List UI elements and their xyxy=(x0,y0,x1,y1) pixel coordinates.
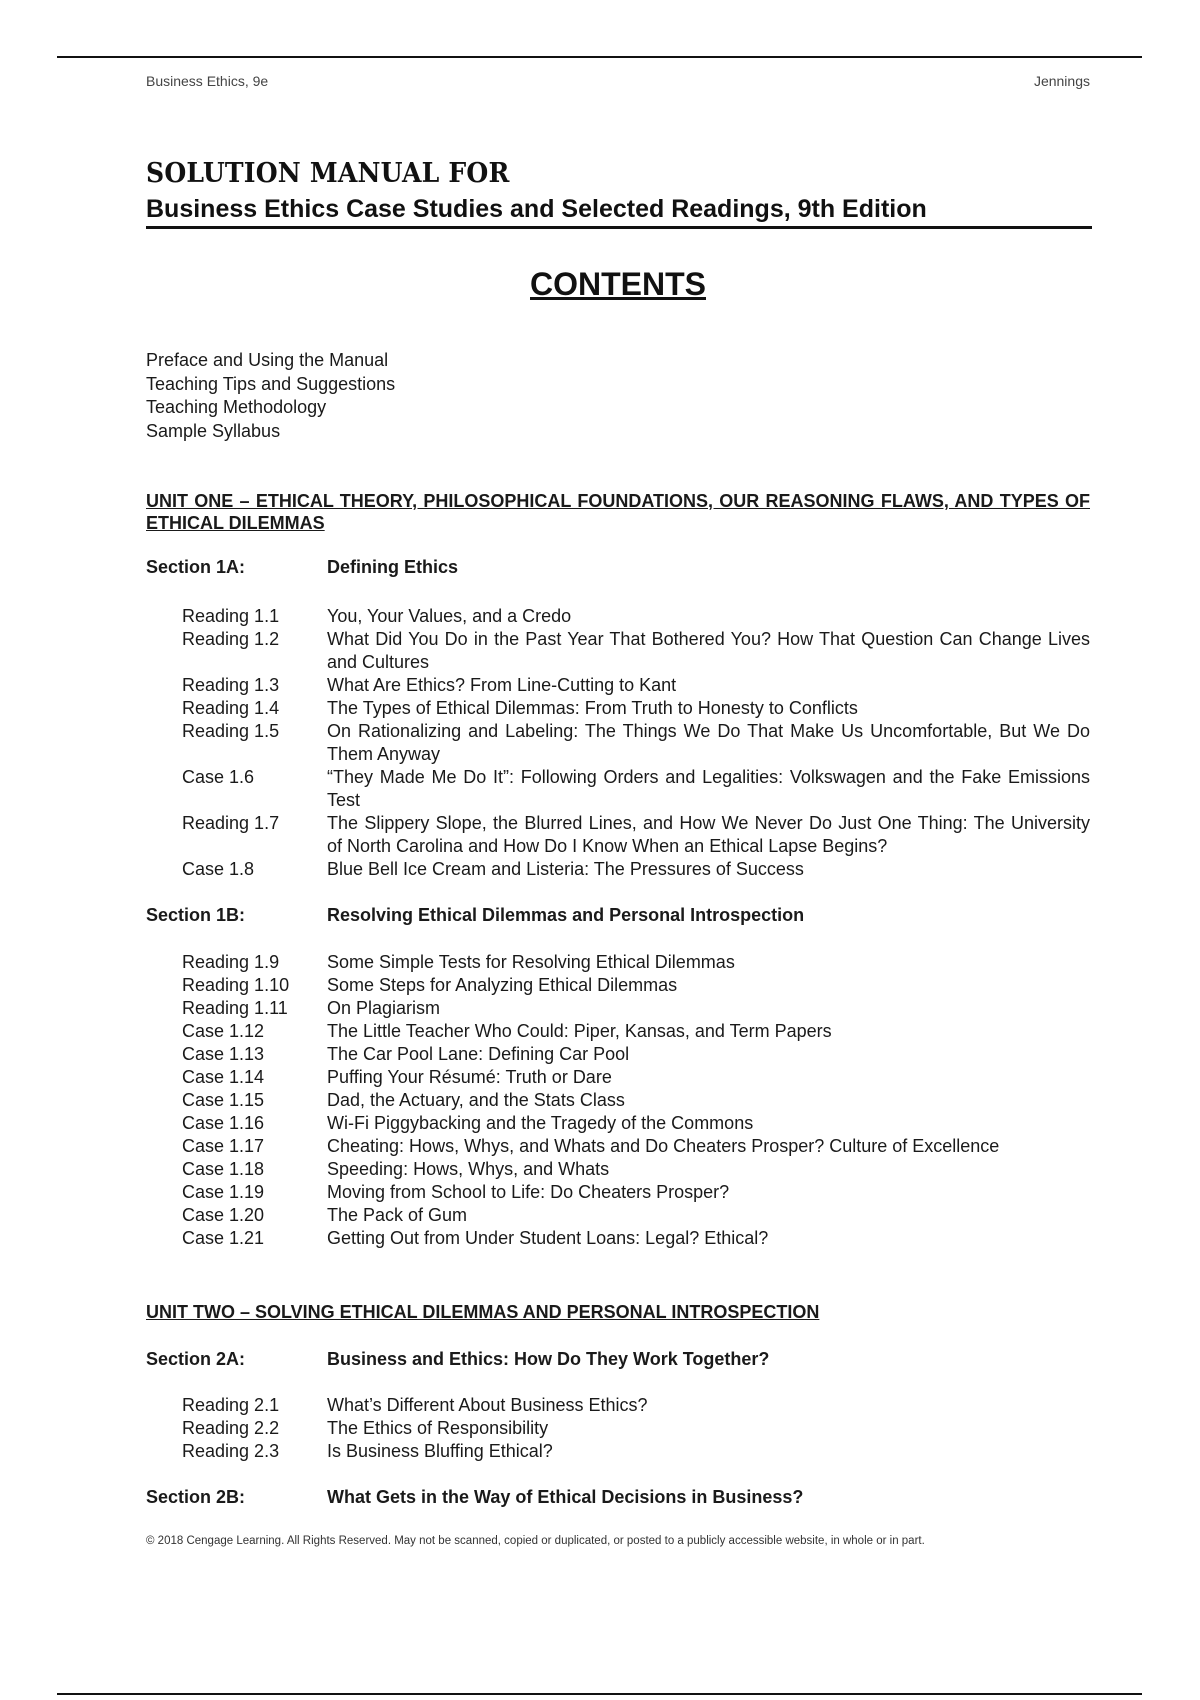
entry-title: On Rationalizing and Labeling: The Things We Do That Make Us Uncomfortable, But We Do Them Anyway xyxy=(327,721,1090,764)
toc-entry xyxy=(146,974,1090,997)
top-rule xyxy=(57,56,1142,58)
section-title: Business and Ethics: How Do They Work Together? xyxy=(327,1349,770,1369)
entry-label: Case 1.18 xyxy=(182,1159,265,1179)
entry-title: The Slippery Slope, the Blurred Lines, and How We Never Do Just One Thing: The University of North Carolina and How Do I Know When an Ethical Lapse Begins? xyxy=(327,813,1090,856)
contents-heading: CONTENTS xyxy=(530,266,706,302)
toc-entry xyxy=(146,1204,1090,1227)
toc-entry xyxy=(146,1394,1090,1417)
bottom-rule xyxy=(57,1693,1142,1695)
entry-label: Reading 1.4 xyxy=(182,698,280,718)
entry-title: Moving from School to Life: Do Cheaters Prosper? xyxy=(327,1182,730,1202)
toc-entry xyxy=(146,605,1090,628)
entry-label: Reading 1.9 xyxy=(182,952,280,972)
entry-title: Is Business Bluffing Ethical? xyxy=(327,1441,553,1461)
entry-label: Reading 2.3 xyxy=(182,1441,280,1461)
front-matter-item: Preface and Using the Manual xyxy=(146,350,389,370)
entry-title: Speeding: Hows, Whys, and Whats xyxy=(327,1159,610,1179)
entry-title: Dad, the Actuary, and the Stats Class xyxy=(327,1090,625,1110)
entry-title: Wi-Fi Piggybacking and the Tragedy of the Commons xyxy=(327,1113,754,1133)
section-1a-list xyxy=(146,605,1090,881)
entry-title: The Pack of Gum xyxy=(327,1205,468,1225)
toc-entry xyxy=(146,1089,1090,1112)
manual-title: SOLUTION MANUAL FOR xyxy=(146,158,510,189)
entry-title: Puffing Your Résumé: Truth or Dare xyxy=(327,1067,612,1087)
entry-label: Case 1.15 xyxy=(182,1090,265,1110)
entry-title: Blue Bell Ice Cream and Listeria: The Pressures of Success xyxy=(327,859,804,879)
toc-entry xyxy=(146,1112,1090,1135)
entry-title: What’s Different About Business Ethics? xyxy=(327,1395,648,1415)
header-author: Jennings xyxy=(1033,73,1090,89)
section-title: Resolving Ethical Dilemmas and Personal Introspection xyxy=(327,905,805,925)
section-2a-list xyxy=(146,1394,1090,1463)
entry-title: On Plagiarism xyxy=(327,998,441,1018)
toc-entry xyxy=(146,1227,1090,1250)
toc-entry xyxy=(146,674,1090,697)
entry-label: Case 1.16 xyxy=(182,1113,265,1133)
entry-label: Case 1.14 xyxy=(182,1067,265,1087)
entry-title: Getting Out from Under Student Loans: Legal? Ethical? xyxy=(327,1228,769,1248)
toc-entry xyxy=(146,951,1090,974)
entry-label: Reading 1.3 xyxy=(182,675,280,695)
toc-entry xyxy=(146,1066,1090,1089)
entry-label: Reading 1.11 xyxy=(182,998,288,1018)
section-label: Section 1A: xyxy=(146,557,246,577)
section-title: What Gets in the Way of Ethical Decisions in Business? xyxy=(327,1487,804,1507)
toc-entry xyxy=(146,858,1090,881)
title-divider xyxy=(146,226,1092,229)
unit-one-heading: UNIT ONE – ETHICAL THEORY, PHILOSOPHICAL FOUNDATIONS, OUR REASONING FLAWS, AND TYPES OF ETHICAL DILEMMAS xyxy=(146,491,1090,533)
entry-label: Case 1.20 xyxy=(182,1205,265,1225)
entry-title: The Little Teacher Who Could: Piper, Kansas, and Term Papers xyxy=(327,1021,832,1041)
entry-label: Reading 1.7 xyxy=(182,813,280,833)
header-book-title: Business Ethics, 9e xyxy=(146,73,269,89)
entry-label: Case 1.6 xyxy=(182,767,255,787)
toc-entry xyxy=(146,1158,1090,1181)
section-label: Section 2A: xyxy=(146,1349,246,1369)
entry-label: Reading 1.5 xyxy=(182,721,280,741)
front-matter-item: Sample Syllabus xyxy=(146,420,281,441)
toc-entry xyxy=(146,997,1090,1020)
entry-label: Reading 1.2 xyxy=(182,629,280,649)
entry-title: What Did You Do in the Past Year That Bothered You? How That Question Can Change Lives and Cultures xyxy=(327,629,1090,672)
toc-entry xyxy=(146,1043,1090,1066)
section-label: Section 1B: xyxy=(146,905,246,925)
toc-entry xyxy=(146,1135,1090,1158)
front-matter-item: Teaching Methodology xyxy=(146,397,327,417)
entry-label: Case 1.19 xyxy=(182,1182,265,1202)
toc-entry xyxy=(146,1181,1090,1204)
entry-title: The Car Pool Lane: Defining Car Pool xyxy=(327,1044,630,1064)
toc-entry xyxy=(146,812,1090,858)
entry-label: Reading 2.2 xyxy=(182,1418,280,1438)
toc-entry xyxy=(146,1417,1090,1440)
entry-title: Some Steps for Analyzing Ethical Dilemmas xyxy=(327,975,678,995)
section-title: Defining Ethics xyxy=(327,557,459,577)
entry-title: The Ethics of Responsibility xyxy=(327,1418,549,1438)
entry-label: Case 1.13 xyxy=(182,1044,265,1064)
section-1b-list xyxy=(146,951,1090,1250)
entry-label: Case 1.12 xyxy=(182,1021,265,1041)
entry-title: The Types of Ethical Dilemmas: From Truth to Honesty to Conflicts xyxy=(327,698,858,718)
entry-label: Reading 1.10 xyxy=(182,975,290,995)
toc-entry xyxy=(146,628,1090,674)
entry-title: What Are Ethics? From Line-Cutting to Kant xyxy=(327,675,677,695)
front-matter-item: Teaching Tips and Suggestions xyxy=(146,373,396,394)
entry-label: Case 1.17 xyxy=(182,1136,265,1156)
toc-entry xyxy=(146,1440,1090,1463)
entry-label: Case 1.8 xyxy=(182,859,255,879)
entry-label: Reading 1.1 xyxy=(182,606,280,626)
entry-title: Cheating: Hows, Whys, and Whats and Do Cheaters Prosper? Culture of Excellence xyxy=(327,1136,1000,1156)
section-label: Section 2B: xyxy=(146,1487,246,1507)
entry-title: “They Made Me Do It”: Following Orders and Legalities: Volkswagen and the Fake Emissions Test xyxy=(327,767,1090,810)
entry-label: Reading 2.1 xyxy=(182,1395,280,1415)
toc-entry xyxy=(146,1020,1090,1043)
entry-title: Some Simple Tests for Resolving Ethical Dilemmas xyxy=(327,952,735,972)
toc-entry xyxy=(146,720,1090,766)
copyright-footer: © 2018 Cengage Learning. All Rights Reserved. May not be scanned, copied or duplicated, or posted to a publicly accessible website, in whole or in part. xyxy=(146,1535,925,1547)
front-matter-list xyxy=(146,349,395,443)
toc-entry xyxy=(146,697,1090,720)
toc-entry xyxy=(146,766,1090,812)
entry-title: You, Your Values, and a Credo xyxy=(327,606,572,626)
unit-two-heading: UNIT TWO – SOLVING ETHICAL DILEMMAS AND PERSONAL INTROSPECTION xyxy=(146,1302,820,1322)
book-title: Business Ethics Case Studies and Selected Readings, 9th Edition xyxy=(146,195,927,223)
entry-label: Case 1.21 xyxy=(182,1228,265,1248)
